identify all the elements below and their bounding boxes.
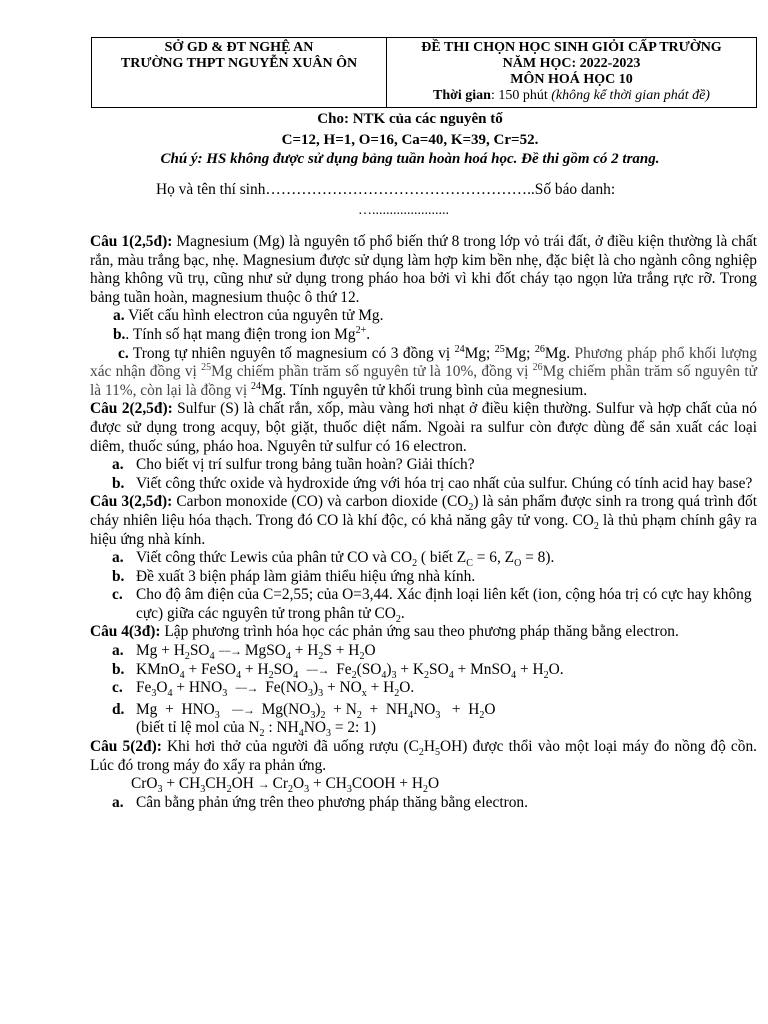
candidate-id-line: …......................: [358, 203, 449, 218]
question-5a: a. Cân bằng phản ứng trên theo phương pháp thăng bằng electron.: [112, 793, 528, 811]
question-3b: b. Đề xuất 3 biện pháp làm giảm thiểu hiệu ứng nhà kính.: [112, 567, 476, 585]
header-right: [387, 38, 757, 108]
question-3c: c. Cho độ âm điện của C=2,55; của O=3,44. Xác định loại liên kết (ion, cộng hóa trị có cực hay không cực) giữa các nguyên tử trong phân tử $CO_2$.: [112, 586, 752, 625]
question-2b: b. Viết công thức oxide và hydroxide ứng với hóa trị cao nhất của sulfur. Chúng có tính acid hay base?: [112, 474, 753, 492]
question-1a: a. Viết cấu hình electron của nguyên tử Mg.: [113, 307, 384, 325]
subject: MÔN HOÁ HỌC 10: [510, 72, 633, 87]
reaction-4d: d. $Mg + HNO_3$ −−→ $Mg(NO_3)_2 + N_2 + NH_4NO_3 + H_2O$: [112, 700, 496, 721]
candidate-name-line: Họ và tên thí sinh……………………………………………..Số báo danh:: [156, 181, 616, 198]
question-3a: a. Viết công thức Lewis của phân tử CO và $CO_2$ ( biết $Z_C = 6$, $Z_O = 8$).: [112, 549, 555, 570]
reaction-4c: c. $Fe_3O_4 + HNO_3$ −−→ $Fe(NO_3)_3 + NO_x + H_2O$.: [112, 679, 415, 700]
school-name: TRƯỜNG THPT NGUYỄN XUÂN ÔN: [120, 56, 358, 71]
atomic-masses: C=12, H=1, O=16, Ca=40, K=39, Cr=52.: [281, 132, 539, 148]
question-2: Câu 2(2,5đ): Sulfur (S) là chất rắn, xốp, màu vàng hơi nhạt ở điều kiện thường. Sulfur và hợp chất của nó được sử dụng trong acquy, bột giặt, thuốc diệt nấm. Ngoài ra sulfur còn được dùng để sản xuất các loại diêm, thuốc súng, pháo hoa. Nguyên tử sulfur có 16 electron.: [90, 400, 757, 455]
question-1: Câu 1(2,5đ): Magnesium (Mg) là nguyên tố phổ biến thứ 8 trong lớp vỏ trái đất, ở điều kiện thường là chất rắn, màu trắng bạc, nhẹ. Magnesium được sử dụng làm hợp kim bền nhẹ, đặc biệt là cho ngành công nghiệp hàng không vũ trụ, cũng như sử dụng trong pháo hoa bởi vì khi đốt cháy tạo ngọn lửa trắng rực rỡ. Trong bảng tuần hoàn, magnesium thuộc ô thứ 12.: [90, 233, 757, 306]
reaction-5: $CrO_3 + CH_3CH_2OH \to Cr_2O_3$ + $CH_3COOH + H_2O$: [131, 775, 440, 796]
exam-time: Thời gian: 150 phút (không kể thời gian phát đề): [433, 88, 710, 103]
question-1b: b.. Tính số hạt mang điện trong ion $Mg^{2+}$.: [113, 324, 371, 343]
question-5: Câu 5(2đ): Khi hơi thở của người đã uống rượu $(C_2H_5OH)$ được thổi vào một loại máy đo nồng độ cồn. Lúc đó trong máy đo xẩy ra phản ứng.: [90, 738, 757, 774]
question-2a: a. Cho biết vị trí sulfur trong bảng tuần hoàn? Giải thích?: [112, 456, 475, 474]
reaction-4a: a. $Mg + H_2SO_4$ −−→ MgSO$_4$ + $H_2S + H_2O$: [112, 642, 376, 663]
exam-title: ĐỀ THI CHỌN HỌC SINH GIỎI CẤP TRƯỜNG: [421, 40, 722, 55]
question-4: Câu 4(3đ): Lập phương trình hóa học các phản ứng sau theo phương pháp thăng bằng electron.: [90, 623, 679, 641]
exam-note: Chú ý: HS không được sử dụng bảng tuần hoàn hoá học. Đề thi gồm có 2 trang.: [160, 151, 660, 167]
question-1c: c. Trong tự nhiên nguyên tố magnesium có 3 đồng vị $^{24}$Mg; $^{25}$Mg; $^{26}$Mg. Phương pháp phổ khối lượng xác nhận đồng vị $^{25}$Mg chiếm phần trăm số nguyên tử là 10%, đồng vị $^{26}$Mg chiếm phần trăm số nguyên tử là 11%, còn lại là đồng vị $^{24}$Mg. Tính nguyên tử khối trung bình của megnesium.: [90, 343, 757, 399]
department-name: SỞ GD & ĐT NGHỆ AN: [164, 40, 314, 55]
school-year: NĂM HỌC: 2022-2023: [502, 56, 641, 71]
info-title: Cho: NTK của các nguyên tố: [317, 111, 503, 127]
reaction-4b: b. KMnO$_4$ + FeSO$_4$ + $H_2SO_4$ −−→ $Fe_2(SO_4)_3 + K_2SO_4$ + MnSO$_4$ + $H_2O$.: [112, 660, 564, 681]
exam-body: [90, 233, 757, 812]
header-table: [91, 37, 757, 108]
header-left: [92, 38, 387, 108]
question-3: Câu 3(2,5đ): Carbon monoxide (CO) và carbon dioxide $(CO_2)$ là sản phẩm được sinh ra trong quá trình đốt cháy nhiên liệu hóa thạch. Trong đó CO là khí độc, có khả năng gây tử vong. $CO_2$ là thủ phạm chính gây ra hiệu ứng nhà kính.: [90, 493, 758, 548]
reaction-4d-note: (biết tỉ lệ mol của $N_2$ : $NH_4NO_3 = 2$: 1): [136, 719, 376, 740]
